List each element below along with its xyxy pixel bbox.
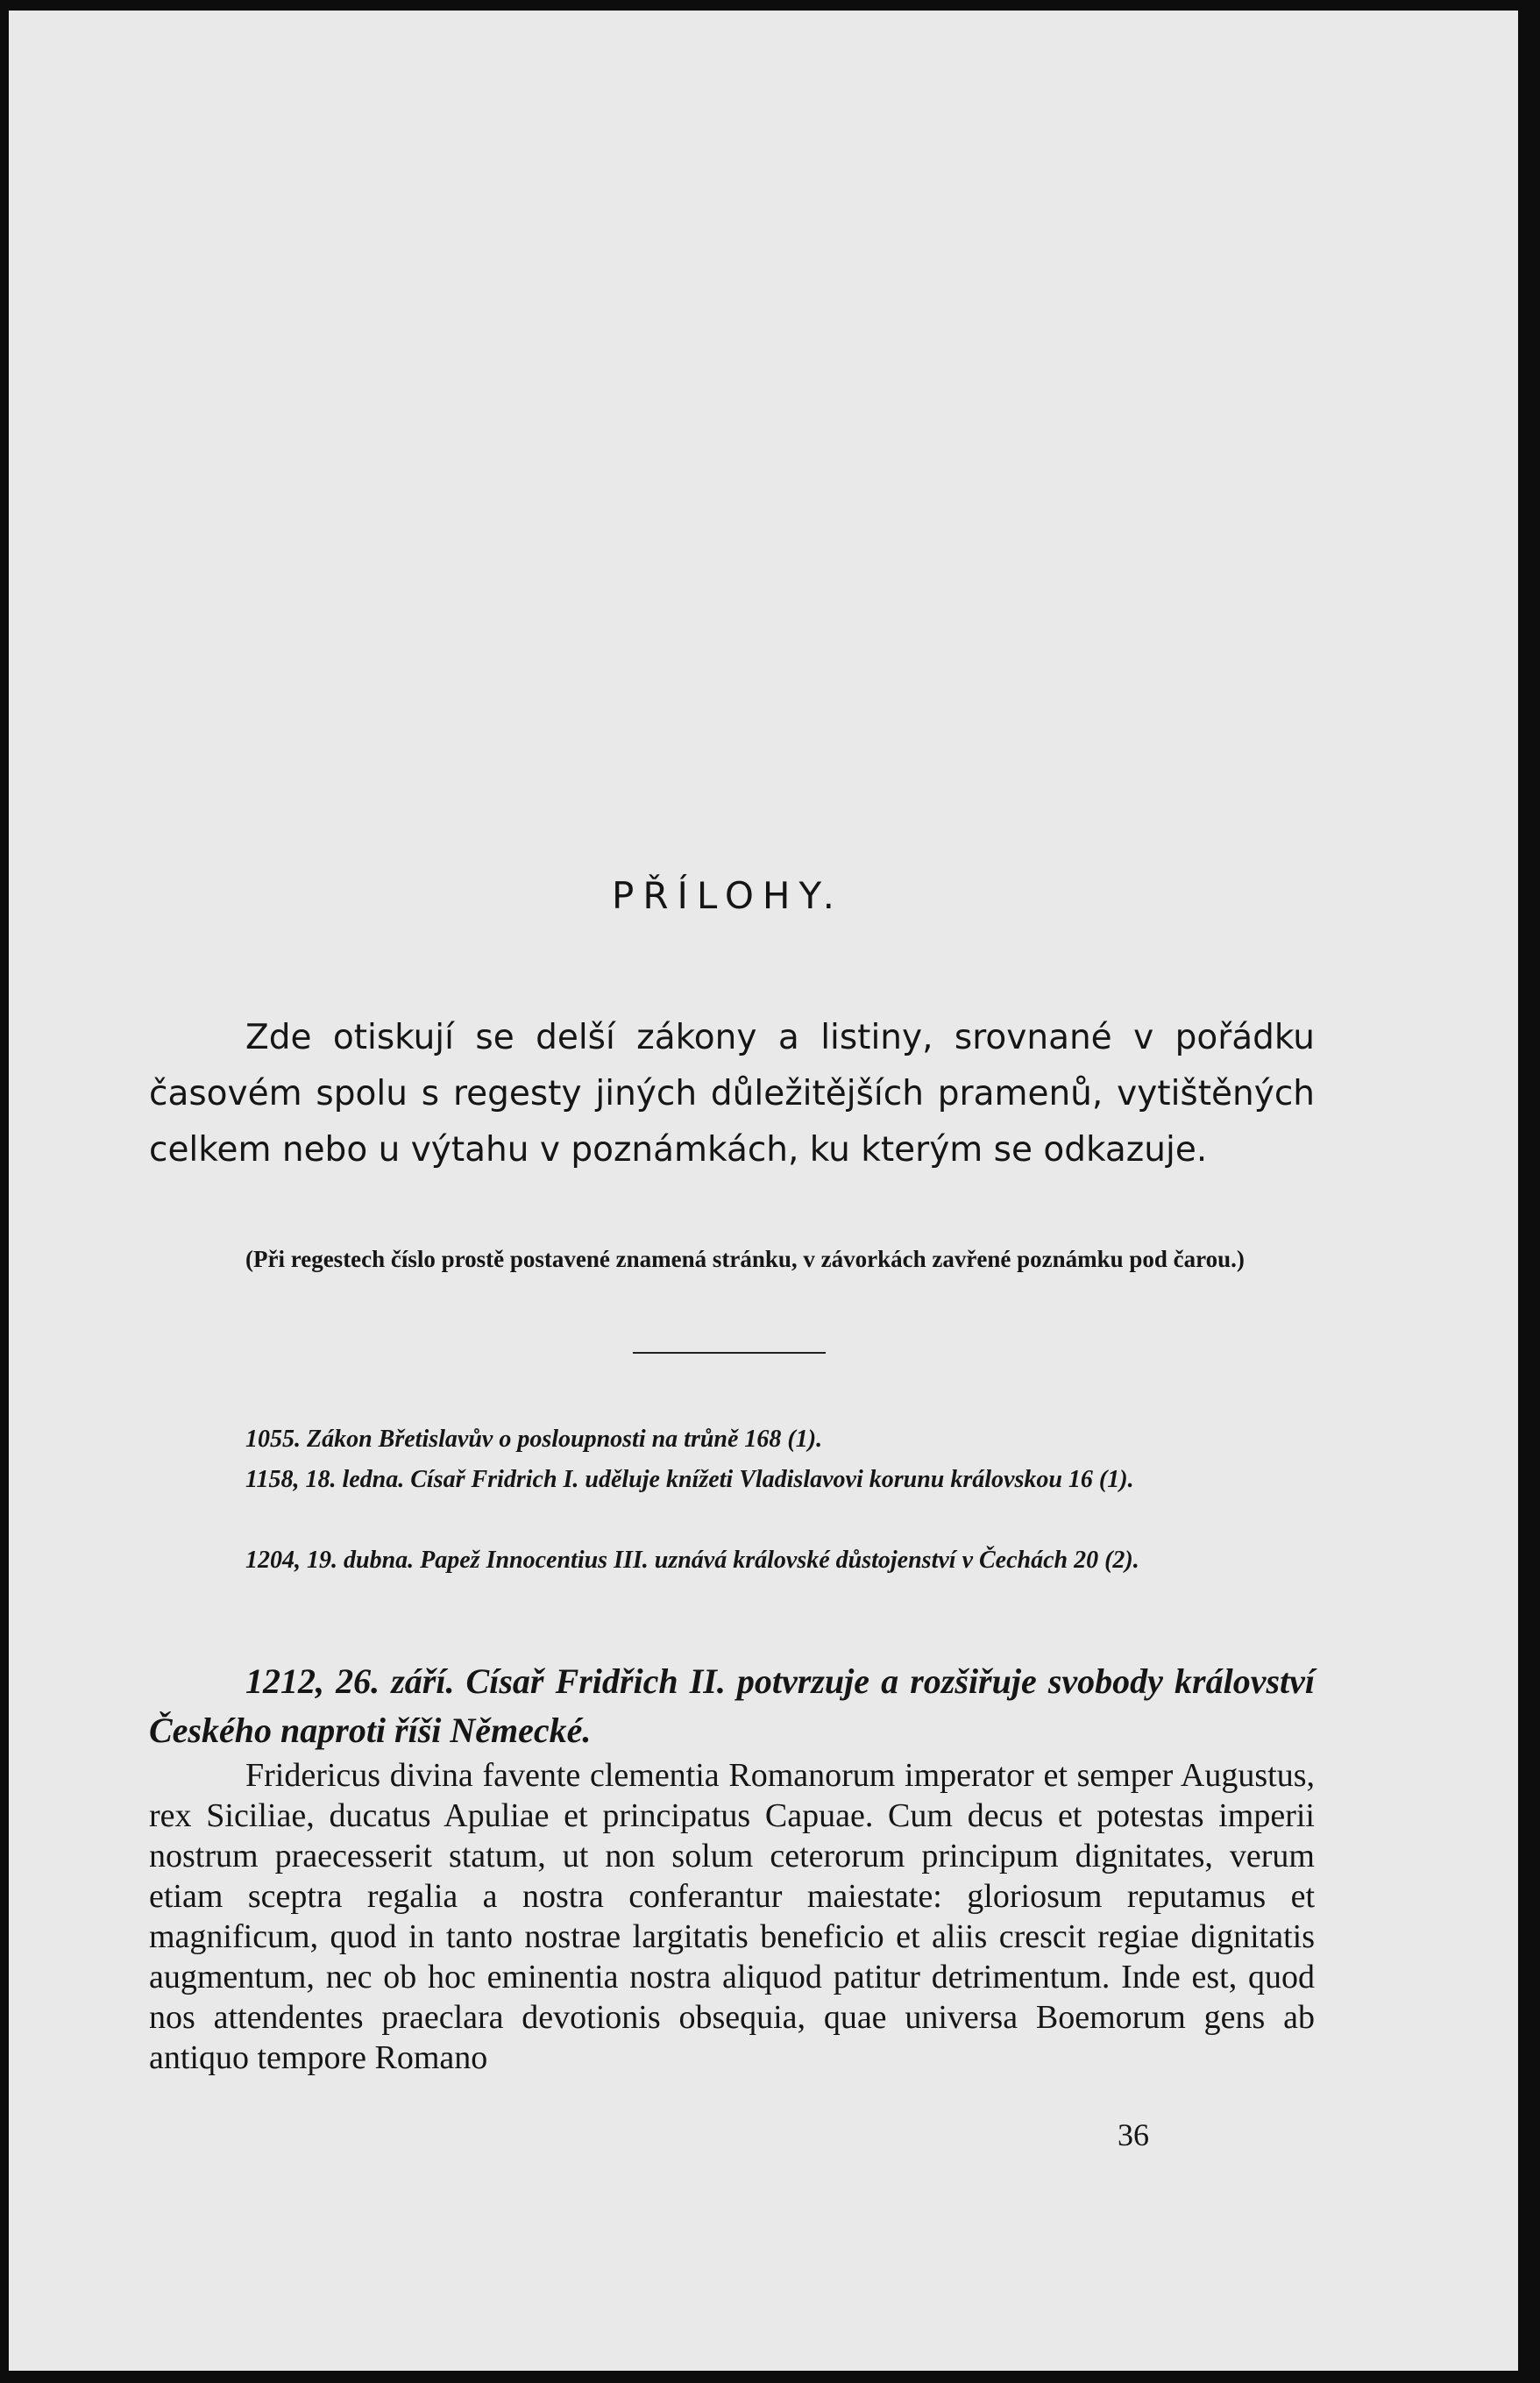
page-title: PŘÍLOHY. — [612, 874, 843, 917]
note-paragraph: (Při regestech číslo prostě postavené znamená stránku, v závorkách zavřené poznámku pod čarou.) — [245, 1246, 1245, 1272]
scanned-page — [9, 11, 1518, 2371]
intro-paragraph: Zde otiskují se delší zákony a listiny, srovnané v pořádku časovém spolu s regesty jiných důležitějších pramenů, vytištěných celkem nebo u výtahu v poznámkách, ku kterým se odkazuje. — [149, 1018, 1315, 1170]
document-heading: 1212, 26. září. Císař Fridřich II. potvrzuje a rozšiřuje svobody království Českého naproti říši Německé. — [149, 1661, 1315, 1750]
regest-entry: 1158, 18. ledna. Císař Fridrich I. uděluje knížeti Vladislavovi korunu královskou 16 (1). — [245, 1466, 1134, 1493]
regest-entry: 1055. Zákon Břetislavův o posloupnosti na trůně 168 (1). — [245, 1426, 823, 1453]
regest-entry: 1204, 19. dubna. Papež Innocentius III. uznává královské důstojenství v Čechách 20 (2). — [245, 1547, 1139, 1574]
latin-body-text: Fridericus divina favente clementia Romanorum imperator et semper Augustus, rex Siciliae, ducatus Apuliae et principatus Capuae. Cum decus et potestas imperii nostrum praecesserit statum, ut non solum ceterorum principum dignitates, verum etiam sceptra regalia a nostra conferantur maiestate: gloriosum reputamus et magnificum, quod in tanto nostrae largitatis beneficio et aliis crescit regiae dignitatis augmentum, nec ob hoc eminentia nostra aliquod patitur detrimentum. Inde est, quod nos attendentes praeclara devotionis obsequia, quae universa Boemorum gens ab antiquo tempore Romano — [149, 1757, 1315, 2076]
separator-rule — [633, 1352, 826, 1354]
page-number: 36 — [1118, 2117, 1149, 2152]
